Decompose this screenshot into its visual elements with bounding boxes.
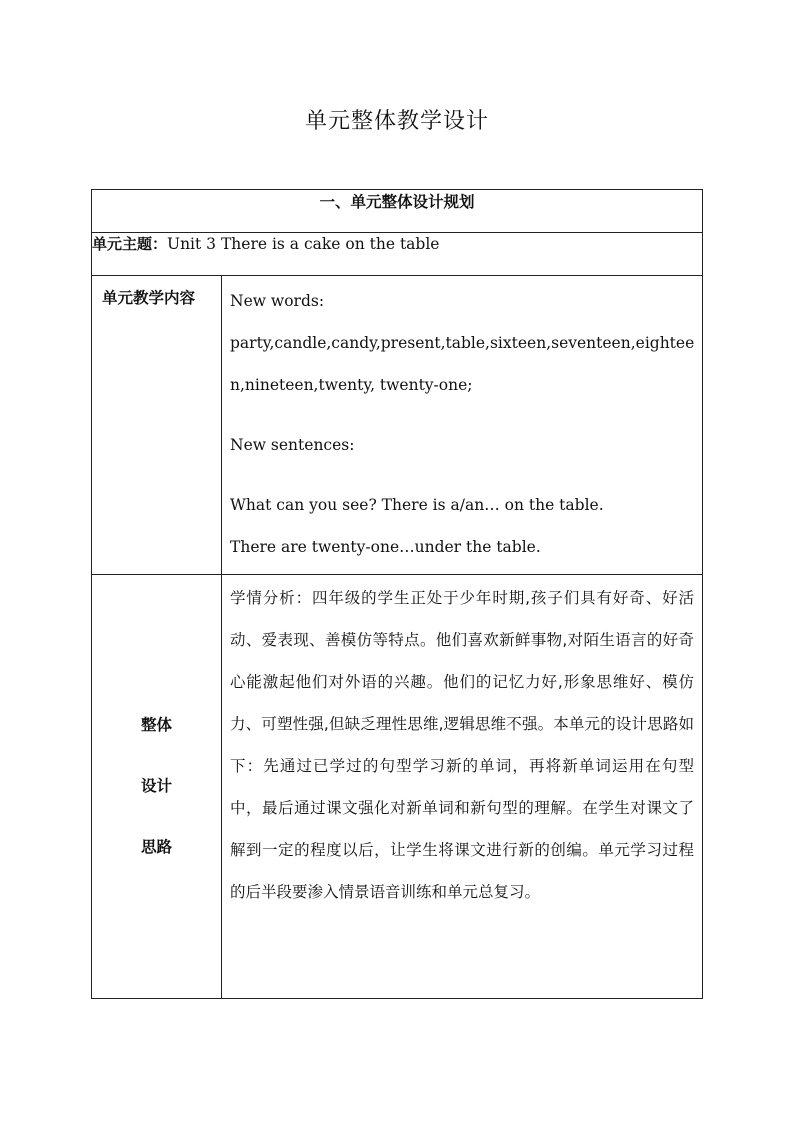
design-idea-label bbox=[92, 575, 222, 999]
design-label-line: 思路 bbox=[140, 838, 172, 856]
design-idea-row bbox=[92, 575, 703, 999]
section-header: 一、单元整体设计规划 bbox=[92, 190, 703, 233]
page-title: 单元整体教学设计 bbox=[304, 109, 489, 134]
unit-plan-table bbox=[91, 189, 703, 999]
design-label-line: 整体 bbox=[140, 716, 172, 734]
new-words-list: party,candle,candy,present,table,sixteen,seventeen,eighteen,nineteen,twenty, twenty-one; bbox=[230, 334, 695, 394]
unit-theme-value: Unit 3 There is a cake on the table bbox=[167, 235, 440, 253]
teaching-content-row bbox=[92, 276, 703, 575]
design-label-line: 设计 bbox=[140, 777, 172, 795]
unit-theme-label: 单元主题： bbox=[92, 235, 168, 253]
new-sentences-heading: New sentences: bbox=[230, 436, 355, 454]
sentence-item: There are twenty-one…under the table. bbox=[230, 538, 541, 556]
new-words-heading: New words: bbox=[230, 292, 325, 310]
unit-theme-cell bbox=[92, 233, 703, 276]
teaching-content-label: 单元教学内容 bbox=[92, 276, 222, 575]
unit-theme-row bbox=[92, 233, 703, 276]
section-header-row bbox=[92, 190, 703, 233]
design-idea-text: 学情分析：四年级的学生正处于少年时期,孩子们具有好奇、好活动、爱表现、善模仿等特点。他们喜欢新鲜事物,对陌生语言的好奇心能激起他们对外语的兴趣。他们的记忆力好,形象思维好、模仿力、可塑性强,但缺乏理性思维,逻辑思维不强。本单元的设计思路如下：先通过已学过的句型学习新的单词，再将新单词运用在句型中，最后通过课文强化对新单词和新句型的理解。在学生对课文了解到一定的程度以后，让学生将课文进行新的创编。单元学习过程的后半段要渗入情景语音训练和单元总复习。 bbox=[222, 575, 703, 999]
teaching-content-cell bbox=[222, 276, 703, 575]
sentence-item: What can you see? There is a/an… on the table. bbox=[230, 496, 604, 514]
